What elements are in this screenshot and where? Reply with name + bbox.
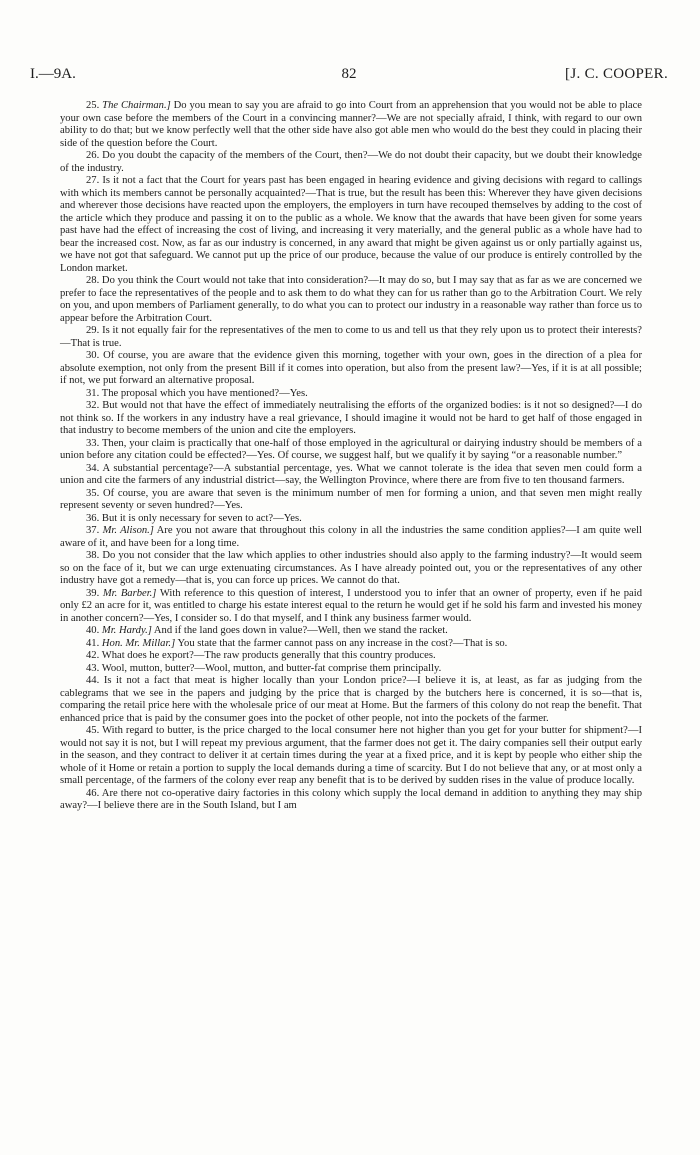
page-header <box>30 66 668 88</box>
question-paragraph <box>60 175 642 275</box>
question-text: But would not that have the effect of immediately neutralising the efforts of the organized bodies: is it not so designed?—I do not think so. If the workers in any industry have a real grievance, I should imagine it would not be hard to get half of those engaged in that industry to become members of the union and cite the employers. <box>60 400 642 436</box>
question-paragraph <box>60 725 642 788</box>
question-number: 38. <box>86 550 100 561</box>
question-paragraph <box>60 350 642 388</box>
question-text: With regard to butter, is the price charged to the local consumer here not higher than you get for your butter for shipment?—I would not say it is not, but I will repeat my previous argument, that the farmer does not get it. The dairy companies sell their output early in the season, and they contract to deliver it at certain times during the year at a fixed price, and it is kept by people who either ship the whole of it Home or retain a portion to supply the local demands during a time of scarcity. But I do not believe that any, or at most only a small percentage, of the farmers of the colony ever reap any benefit that is to be derived by sudden rises in the value of produce locally. <box>60 725 642 786</box>
question-text: You state that the farmer cannot pass on any increase in the cost?—That is so. <box>175 637 508 649</box>
question-number: 30. <box>86 350 100 361</box>
transcript-body <box>60 100 642 813</box>
question-number: 26. <box>86 150 100 161</box>
question-paragraph <box>60 275 642 325</box>
document-reference: I.—9A. <box>30 66 76 82</box>
question-paragraph <box>60 438 642 463</box>
question-number: 41. <box>86 637 100 649</box>
question-text: Are there not co-operative dairy factories in this colony which supply the local demand in addition to anything they may ship away?—I believe there are in the South Island, but I am <box>60 787 642 811</box>
question-text: Then, your claim is practically that one-half of those employed in the agricultural or dairying industry should be members of a union before any citation could be effected?—Yes. Of course, we suggest half, but we qualify it by saying “or a reasonable number.” <box>60 437 642 461</box>
speaker-name: Mr. Alison.] <box>102 525 154 536</box>
question-paragraph <box>60 400 642 438</box>
question-number: 33. <box>86 437 100 449</box>
question-paragraph <box>60 525 642 550</box>
question-paragraph <box>60 463 642 488</box>
question-text: The proposal which you have mentioned?—Yes. <box>101 387 308 399</box>
question-number: 34. <box>86 462 100 474</box>
speaker-name: Hon. Mr. Millar.] <box>101 637 176 649</box>
question-number: 28. <box>86 275 100 286</box>
question-number: 44. <box>86 675 100 686</box>
page-number: 82 <box>341 66 357 82</box>
question-text: But it is only necessary for seven to act?—Yes. <box>101 512 302 524</box>
question-number: 29. <box>86 325 100 336</box>
question-number: 45. <box>86 725 100 736</box>
question-text: What does he export?—The raw products generally that this country produces. <box>101 650 436 661</box>
question-text: Do you mean to say you are afraid to go into Court from an apprehension that you would not be able to place your own case before the members of the Court in a convincing manner?—We are not specially afraid, I think, with regard to our own ability to do that; but we know perfectly well that the other side have also got able men who would do the best they could in placing their side of the question before the Court. <box>60 100 643 149</box>
question-number: 32. <box>86 400 100 411</box>
question-text: Is it not a fact that meat is higher locally than your London price?—I believe it is, at least, as far as judging from the cablegrams that we see in the papers and judging by the price that is charged by the butchers here is concerned, it is so—that is, comparing the retail price here with the wholesale price of our meat at Home. But the farmers of this colony do not reap the benefit. That enhanced price that is paid by the consumer goes into the pocket of other people, not into the pockets of the farmer. <box>60 675 642 724</box>
question-paragraph <box>60 150 642 175</box>
question-text: Is it not a fact that the Court for years past has been engaged in hearing evidence and giving decisions with regard to callings with which its members cannot be personally acquainted?—That is true, but the result has been this: Wherever they have given decisions and wherever those decisions have reacted upon the employers, the employers in turn have recouped themselves by adding to the cost of the article which they produce and passing it on to the public as a whole. We know that the awards that have been given for some years past have had the effect of increasing the cost of living, and increasing it very materially, and the general public as a whole have had to bear the increased cost. Now, as far as our industry is concerned, in any award that might be given against us or only partially against us, we have not got that safeguard. We cannot put up the price of our produce, because the value of our produce is entirely controlled by the London market. <box>60 175 642 274</box>
question-text: Do you not consider that the law which applies to other industries should also apply to the farming industry?—It would seem so on the face of it, but we can urge extenuating circumstances. As I have already pointed out, you or the representatives of any other industry have got a remedy—that is, you can force up prices. We cannot do that. <box>60 550 642 586</box>
speaker-name: The Chairman.] <box>102 100 171 111</box>
question-text: With reference to this question of interest, I understood you to infer that an owner of property, even if he paid only £2 an acre for it, was entitled to charge his estate interest equal to the return he would get if he sold his farm and invested his money in another concern?—Yes, I consider so. I do that myself, and I think any business farmer would. <box>60 587 642 624</box>
question-number: 42. <box>86 650 100 661</box>
question-number: 40. <box>86 625 100 636</box>
question-text: Of course, you are aware that the evidence given this morning, together with your own, goes in the direction of a plea for absolute exemption, not only from the present Bill if it comes into operation, but also from the present law?—Yes, if it is at all possible; if not, we put forward an alternative proposal. <box>60 350 642 386</box>
witness-name: [J. C. COOPER. <box>565 66 668 82</box>
question-paragraph <box>60 788 642 813</box>
question-number: 39. <box>86 587 100 599</box>
question-number: 37. <box>86 525 100 536</box>
question-text: And if the land goes down in value?—Well, then we stand the racket. <box>151 625 448 636</box>
question-paragraph <box>60 625 642 638</box>
question-paragraph <box>60 513 642 526</box>
question-paragraph <box>60 488 642 513</box>
question-paragraph <box>60 675 642 725</box>
question-number: 43. <box>86 662 100 674</box>
question-number: 25. <box>86 100 100 111</box>
question-text: Wool, mutton, butter?—Wool, mutton, and butter-fat comprise them principally. <box>101 662 442 674</box>
question-text: Is it not equally fair for the representatives of the men to come to us and tell us that they rely upon us to protect their interests?—That is true. <box>60 325 642 349</box>
question-paragraph <box>60 638 642 651</box>
speaker-name: Mr. Barber.] <box>102 587 157 599</box>
question-number: 27. <box>86 175 100 186</box>
question-text: Do you think the Court would not take that into consideration?—It may do so, but I may say that as far as we are concerned we prefer to face the representatives of the people and to ask them to do what they can for us rather than go to the Arbitration Court. We rely on you, and upon members of Parliament generally, to do what you can to protect our industry in a reasonable way rather than force us to appear before the Arbitration Court. <box>60 275 642 324</box>
question-paragraph <box>60 663 642 676</box>
question-paragraph <box>60 588 642 626</box>
question-number: 31. <box>86 387 100 399</box>
question-paragraph <box>60 100 642 150</box>
question-number: 35. <box>86 487 100 499</box>
question-paragraph <box>60 325 642 350</box>
question-text: A substantial percentage?—A substantial percentage, yes. What we cannot tolerate is the idea that seven men could form a union and cite the farmers of any industrial district—say, the Wellington Province, where there are from five to ten thousand farmers. <box>60 462 642 486</box>
question-text: Of course, you are aware that seven is the minimum number of men for forming a union, and that seven men might really represent seventy or seven hundred?—Yes. <box>60 487 642 511</box>
question-paragraph <box>60 650 642 663</box>
question-text: Do you doubt the capacity of the members of the Court, then?—We do not doubt their capacity, but we doubt their knowledge of the industry. <box>60 150 642 174</box>
question-paragraph <box>60 388 642 401</box>
question-text: Are you not aware that throughout this colony in all the industries the same condition applies?—I am quite well aware of it, and have been for a long time. <box>60 525 642 549</box>
question-paragraph <box>60 550 642 588</box>
question-number: 46. <box>86 787 100 799</box>
question-number: 36. <box>86 512 100 524</box>
speaker-name: Mr. Hardy.] <box>101 625 152 636</box>
